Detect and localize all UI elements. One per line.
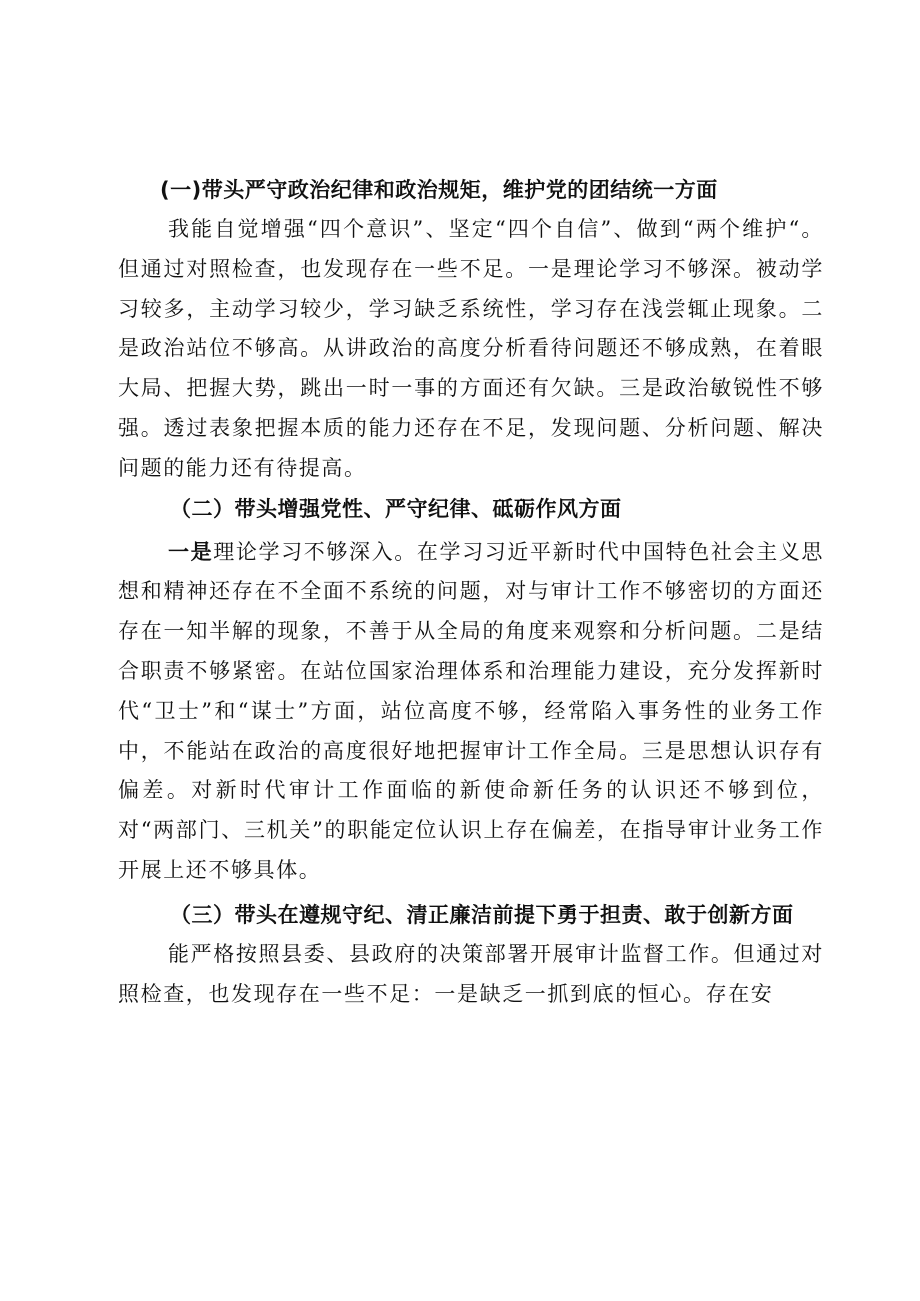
section-1-body: 我能自觉增强“四个意识”、坚定“四个自信”、做到“两个维护“。但通过对照检查，也发现存在一些不足。一是理论学习不够深。被动学习较多，主动学习较少，学习缺乏系统性，学习存在浅尝辄止现象。二是政治站位不够高。从讲政治的高度分析看待问题还不够成熟，在着眼大局、把握大势，跳出一时一事的方面还有欠缺。三是政治敏锐性不够强。透过表象把握本质的能力还存在不足，发现问题、分析问题、解决问题的能力还有待提高。 (118, 217, 824, 480)
section-2-lead: 一是 (168, 539, 214, 564)
section-3-body: 能严格按照县委、县政府的决策部署开展审计监督工作。但通过对照检查，也发现存在一些不足：一是缺乏一抓到底的恒心。存在安 (118, 941, 824, 1006)
document-page (118, 170, 824, 1014)
section-2-body: 理论学习不够深入。在学习习近平新时代中国特色社会主义思想和精神还存在不全面不系统的问题，对与审计工作不够密切的方面还存在一知半解的现象，不善于从全局的角度来观察和分析问题。二是结合职责不够紧密。在站位国家治理体系和治理能力建设，充分发挥新时代“卫士”和“谋士”方面，站位高度不够，经常陷入事务性的业务工作中，不能站在政治的高度很好地把握审计工作全局。三是思想认识存有偏差。对新时代审计工作面临的新使命新任务的认识还不够到位，对“两部门、三机关”的职能定位认识上存在偏差，在指导审计业务工作开展上还不够具体。 (118, 539, 824, 882)
section-2-paragraph (118, 533, 824, 891)
section-1-heading: (一)带头严守政治纪律和政治规矩，维护党的团结统一方面 (160, 178, 718, 202)
section-3-heading: （三）带头在遵规守纪、清正廉洁前提下勇于担责、敢于创新方面 (170, 902, 794, 927)
section-2-heading: （二）带头增强党性、严守纪律、砥砺作风方面 (170, 496, 622, 521)
